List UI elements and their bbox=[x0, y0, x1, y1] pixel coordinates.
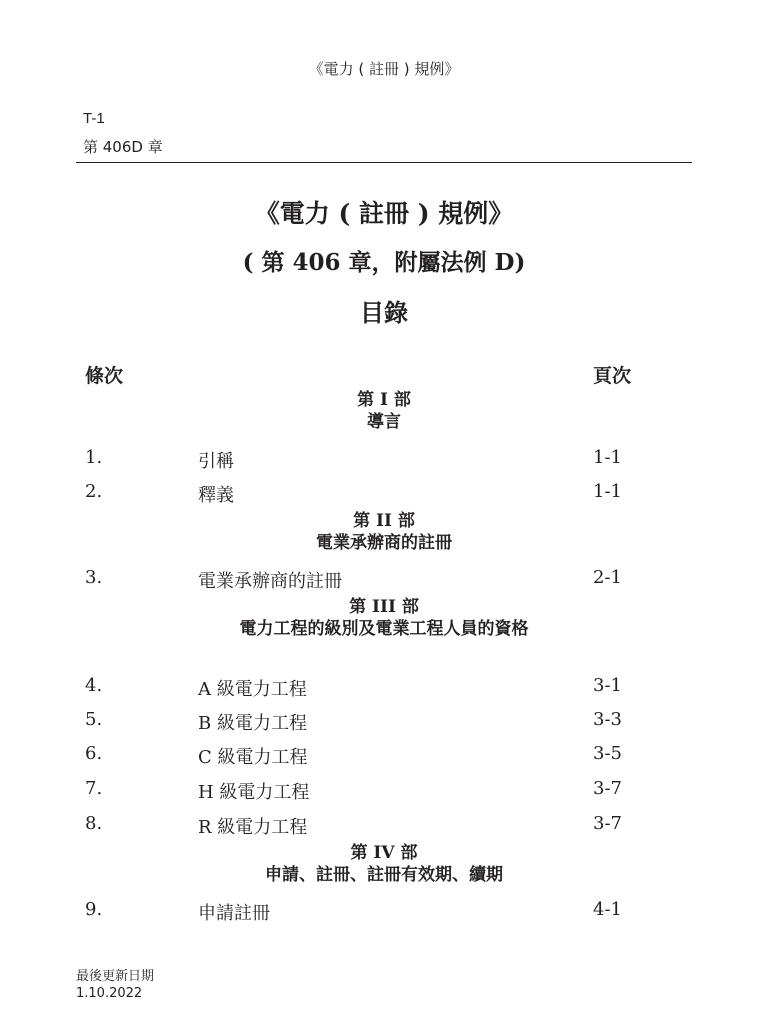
section-number: 2. bbox=[85, 481, 103, 502]
section-number: 4. bbox=[85, 675, 103, 696]
page-number: 3-7 bbox=[593, 778, 622, 799]
section-title[interactable]: 引稱 bbox=[198, 451, 234, 472]
toc-entry[interactable] bbox=[0, 899, 768, 925]
part-number: 第 III 部 bbox=[349, 597, 419, 617]
toc-entry[interactable] bbox=[0, 743, 768, 769]
part-name: 電力工程的級別及電業工程人員的資格 bbox=[239, 619, 529, 639]
section-number: 7. bbox=[85, 778, 103, 799]
contents-heading: 目錄 bbox=[360, 298, 408, 327]
part-name: 申請、註冊、註冊有效期、續期 bbox=[265, 865, 503, 885]
last-updated-date: 1.10.2022 bbox=[76, 986, 143, 1001]
page-number: 4-1 bbox=[593, 899, 622, 920]
section-title[interactable]: R 級電力工程 bbox=[198, 817, 308, 838]
toc-entry[interactable] bbox=[0, 675, 768, 701]
part-heading-4 bbox=[0, 842, 768, 886]
section-column-heading: 條次 bbox=[85, 365, 124, 387]
section-title[interactable]: 申請註冊 bbox=[198, 903, 270, 924]
part-number: 第 IV 部 bbox=[350, 843, 418, 863]
header-divider bbox=[76, 162, 692, 163]
page-number: 1-1 bbox=[593, 447, 622, 468]
toc-entry[interactable] bbox=[0, 447, 768, 473]
section-number: 1. bbox=[85, 447, 103, 468]
chapter-reference: 第 406D 章 bbox=[83, 138, 163, 156]
last-updated-label: 最後更新日期 bbox=[76, 969, 155, 984]
toc-entry[interactable] bbox=[0, 567, 768, 593]
toc-entry[interactable] bbox=[0, 481, 768, 507]
last-updated bbox=[76, 968, 154, 1002]
page-number: 3-1 bbox=[593, 675, 622, 696]
section-title[interactable]: 電業承辦商的註冊 bbox=[198, 571, 342, 592]
page-reference-code: T-1 bbox=[83, 110, 105, 127]
section-number: 6. bbox=[85, 743, 103, 764]
section-number: 8. bbox=[85, 813, 103, 834]
part-number: 第 I 部 bbox=[357, 390, 411, 410]
section-title[interactable]: B 級電力工程 bbox=[198, 713, 307, 734]
toc-entry[interactable] bbox=[0, 813, 768, 839]
page-number: 3-3 bbox=[593, 709, 622, 730]
part-heading-1 bbox=[0, 389, 768, 433]
section-title[interactable]: C 級電力工程 bbox=[198, 747, 308, 768]
page-column-heading: 頁次 bbox=[593, 365, 632, 387]
running-header: 《電力 ( 註冊 ) 規例》 bbox=[308, 60, 460, 78]
page-number: 2-1 bbox=[593, 567, 622, 588]
part-name: 電業承辦商的註冊 bbox=[316, 533, 452, 553]
section-title[interactable]: 釋義 bbox=[198, 485, 234, 506]
document-title: 《電力 ( 註冊 ) 規例》 bbox=[254, 199, 514, 228]
part-name: 導言 bbox=[367, 412, 401, 432]
page-number: 1-1 bbox=[593, 481, 622, 502]
section-number: 9. bbox=[85, 899, 103, 920]
part-heading-2 bbox=[0, 510, 768, 554]
section-number: 5. bbox=[85, 709, 103, 730]
part-heading-3 bbox=[0, 596, 768, 640]
section-number: 3. bbox=[85, 567, 103, 588]
page-number: 3-5 bbox=[593, 743, 622, 764]
section-title[interactable]: H 級電力工程 bbox=[198, 782, 310, 803]
section-title[interactable]: A 級電力工程 bbox=[198, 679, 307, 700]
toc-entry[interactable] bbox=[0, 709, 768, 735]
toc-entry[interactable] bbox=[0, 778, 768, 804]
part-number: 第 II 部 bbox=[353, 511, 415, 531]
document-subtitle: ( 第 406 章，附屬法例 D) bbox=[242, 249, 526, 276]
page-number: 3-7 bbox=[593, 813, 622, 834]
